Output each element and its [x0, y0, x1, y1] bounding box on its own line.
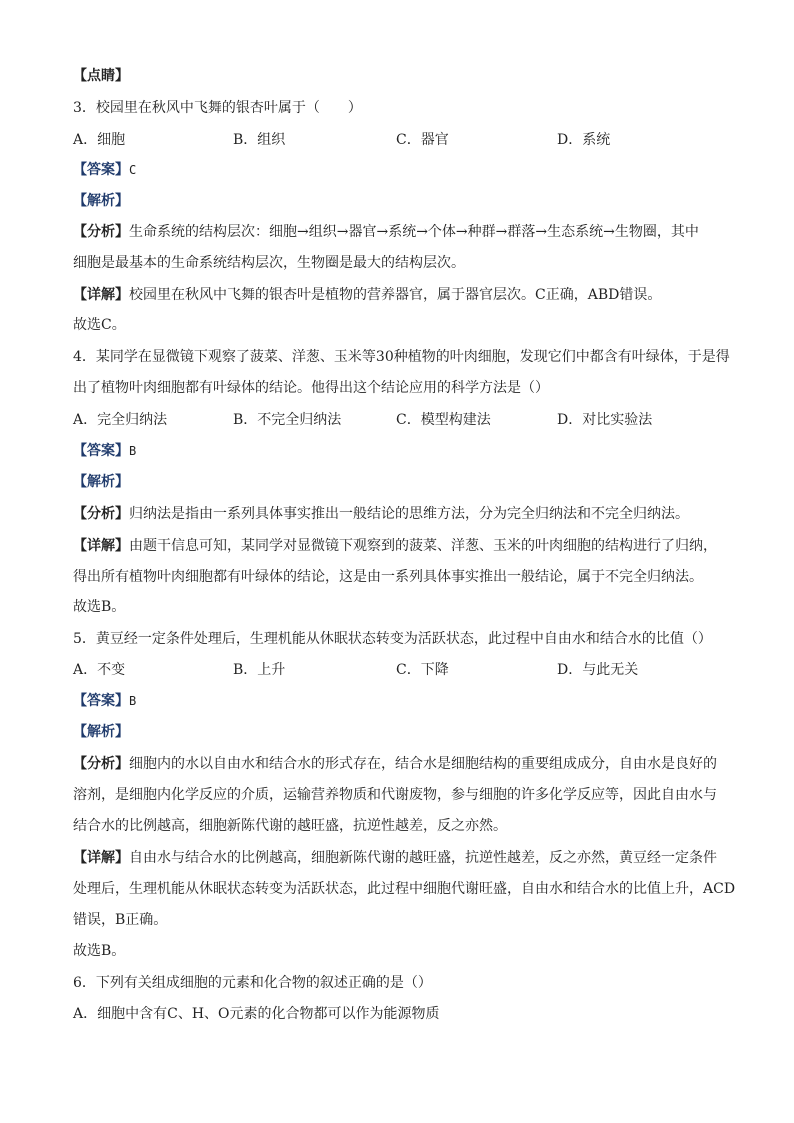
- question-5-xiangjie-cont: 处理后，生理机能从休眠状态转变为活跃状态，此过程中细胞代谢旺盛，自由水和结合水的比值上升，ACD: [73, 881, 736, 897]
- question-6-stem: 6．下列有关组成细胞的元素和化合物的叙述正确的是（）: [73, 975, 432, 991]
- option-a: A．不变: [73, 662, 126, 678]
- question-4-stem-cont: 出了植物叶肉细胞都有叶绿体的结论。他得出这个结论应用的科学方法是（）: [73, 380, 549, 396]
- question-4-stem: 4．某同学在显微镜下观察了菠菜、洋葱、玉米等30种植物的叶肉细胞，发现它们中都含有叶绿体，于是得: [73, 349, 730, 365]
- option-c: C．器官: [396, 132, 449, 148]
- question-3-fenxi: 【分析】生命系统的结构层次：细胞→组织→器官→系统→个体→种群→群落→生态系统→生物圈，其中: [73, 224, 699, 240]
- question-5-jiexi: 【解析】: [73, 724, 129, 740]
- option-b: B．上升: [233, 662, 286, 678]
- question-3-stem: 3．校园里在秋风中飞舞的银杏叶属于（ ）: [73, 100, 362, 116]
- dianjing-label: 【点睛】: [73, 68, 129, 84]
- question-6-option-a: A．细胞中含有C、H、O元素的化合物都可以作为能源物质: [73, 1006, 440, 1022]
- question-3-conclusion: 故选C。: [73, 317, 126, 333]
- question-3-fenxi-cont: 细胞是最基本的生命系统结构层次，生物圈是最大的结构层次。: [73, 255, 465, 271]
- question-4-xiangjie: 【详解】由题干信息可知，某同学对显微镜下观察到的菠菜、洋葱、玉米的叶肉细胞的结构进行了归纳，: [73, 538, 717, 554]
- option-d: D．对比实验法: [557, 412, 653, 428]
- question-5-xiangjie-cont2: 错误，B正确。: [73, 912, 168, 928]
- question-3-xiangjie: 【详解】校园里在秋风中飞舞的银杏叶是植物的营养器官，属于器官层次。C正确，ABD错误。: [73, 287, 662, 303]
- option-b: B．不完全归纳法: [233, 412, 342, 428]
- option-a: A．完全归纳法: [73, 412, 168, 428]
- question-4-xiangjie-cont: 得出所有植物叶肉细胞都有叶绿体的结论，这是由一系列具体事实推出一般结论，属于不完全归纳法。: [73, 569, 703, 585]
- option-b: B．组织: [233, 132, 286, 148]
- question-4-fenxi: 【分析】归纳法是指由一系列具体事实推出一般结论的思维方法，分为完全归纳法和不完全归纳法。: [73, 506, 689, 522]
- question-3-jiexi: 【解析】: [73, 193, 129, 209]
- question-5-fenxi-cont: 溶剂，是细胞内化学反应的介质，运输营养物质和代谢废物，参与细胞的许多化学反应等，因此自由水与: [73, 787, 717, 803]
- answer-tag: 【答案】: [73, 162, 129, 178]
- option-c: C．下降: [396, 662, 449, 678]
- question-5-answer: 【答案】B: [73, 693, 137, 709]
- question-4-jiexi: 【解析】: [73, 474, 129, 490]
- question-5-conclusion: 故选B。: [73, 943, 126, 959]
- question-5-fenxi-cont2: 结合水的比例越高，细胞新陈代谢的越旺盛，抗逆性越差，反之亦然。: [73, 818, 507, 834]
- question-5-xiangjie: 【详解】自由水与结合水的比例越高，细胞新陈代谢的越旺盛，抗逆性越差，反之亦然，黄豆经一定条件: [73, 850, 717, 866]
- question-4-conclusion: 故选B。: [73, 599, 126, 615]
- question-4-answer: 【答案】B: [73, 443, 137, 459]
- answer-value: C: [129, 163, 137, 177]
- option-a: A．细胞: [73, 132, 126, 148]
- option-d: D．系统: [557, 132, 611, 148]
- question-5-fenxi: 【分析】细胞内的水以自由水和结合水的形式存在，结合水是细胞结构的重要组成成分，自由水是良好的: [73, 756, 717, 772]
- question-3-answer: [73, 160, 723, 180]
- option-d: D．与此无关: [557, 662, 639, 678]
- question-5-stem: 5．黄豆经一定条件处理后，生理机能从休眠状态转变为活跃状态，此过程中自由水和结合水的比值（）: [73, 631, 712, 647]
- option-c: C．模型构建法: [396, 412, 491, 428]
